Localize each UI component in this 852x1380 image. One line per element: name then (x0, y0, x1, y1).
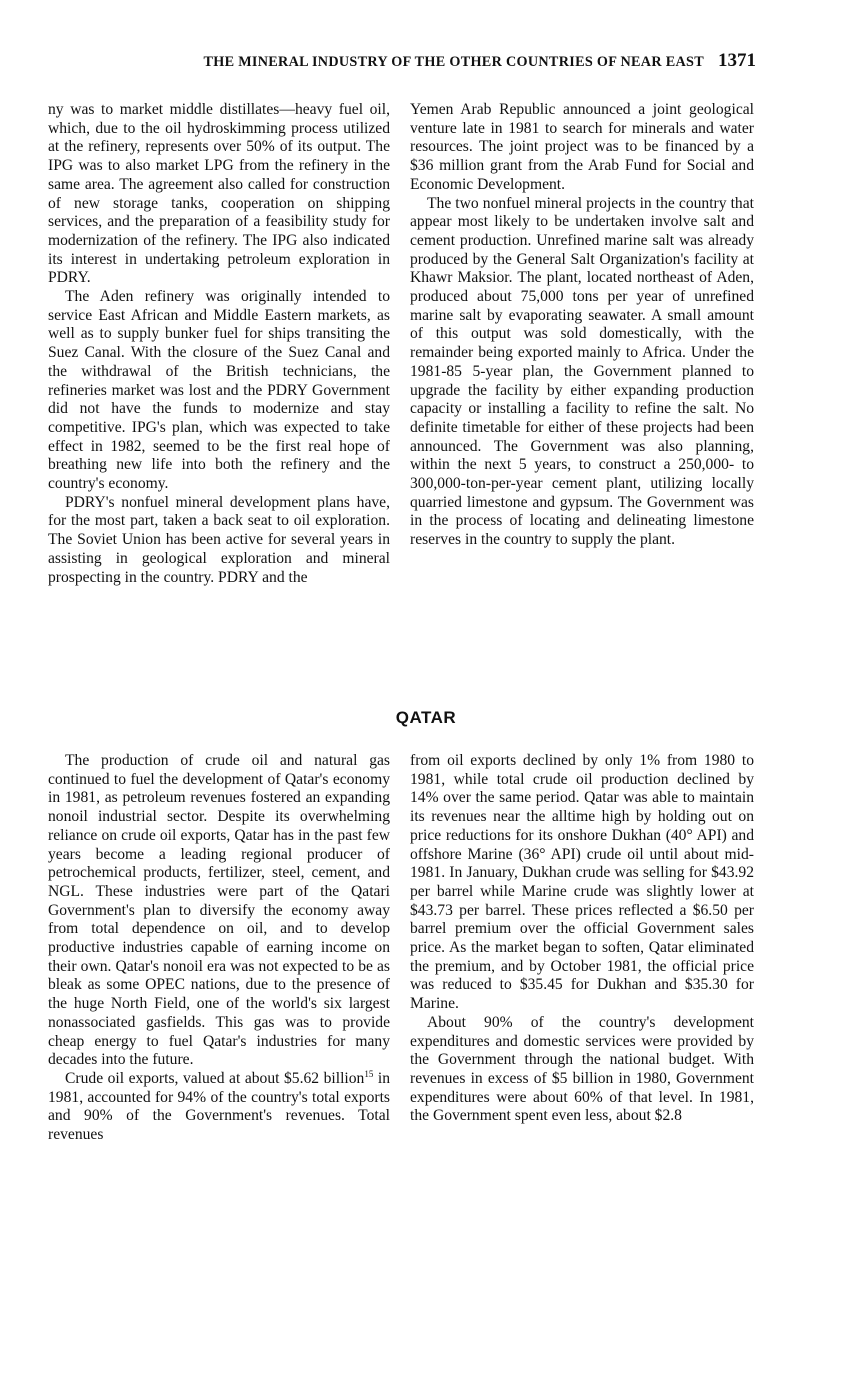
bottom-right-column (410, 752, 754, 1126)
paragraph-text: in 1981, accounted for 94% of the country's total exports and 90% of the Government's revenues. Total revenues (48, 1069, 391, 1144)
page-number: 1371 (718, 50, 756, 71)
paragraph: from oil exports declined by only 1% from 1980 to 1981, while total crude oil production declined by 14% over the same period. Qatar was able to maintain its revenues near the alltime high by holding out on price reductions for its onshore Dukhan (40° API) and offshore Marine (36° API) crude oil until about mid-1981. In January, Dukhan crude was selling for $43.92 per barrel while Marine crude was slightly lower at $43.73 per barrel. These prices reflected a $6.50 per barrel premium over the official Government sales price. As the market began to soften, Qatar eliminated the premium, and by October 1981, the official price was reduced to $35.45 for Dukhan and $35.30 for Marine. (410, 752, 754, 1013)
top-left-column (48, 101, 390, 587)
top-right-column (410, 101, 754, 550)
paragraph: About 90% of the country's development expenditures and domestic services were provided by the Government through the national budget. With revenues in excess of $5 billion in 1980, Government expenditures were about 60% of that level. In 1981, the Government spent even less, about $2.8 (410, 1013, 754, 1125)
running-header (48, 50, 756, 72)
paragraph-text: Crude oil exports, valued at about $5.62 billion (65, 1069, 365, 1087)
paragraph: ny was to market middle distillates—heavy fuel oil, which, due to the oil hydroskimming process utilized at the refinery, represents over 50% of its output. The IPG was to also market LPG from the refinery in the same area. The agreement also called for construction of new storage tanks, cooperation on shipping services, and the preparation of a feasibility study for modernization of the refinery. The IPG also indicated its interest in undertaking petroleum exploration in PDRY. (48, 101, 390, 287)
footnote-marker: 15 (364, 1068, 374, 1079)
bottom-left-column (48, 752, 390, 1145)
header-title: THE MINERAL INDUSTRY OF THE OTHER COUNTRIES OF NEAR EAST (203, 54, 704, 70)
section-heading: QATAR (395, 708, 457, 727)
paragraph: The two nonfuel mineral projects in the country that appear most likely to be undertaken involve salt and cement production. Unrefined marine salt was already produced by the General Salt Organization's facility at Khawr Maksior. The plant, located northeast of Aden, produced about 75,000 tons per year of unrefined marine salt by evaporating seawater. A small amount of this output was sold domestically, with the remainder being exported mainly to Africa. Under the 1981-85 5-year plan, the Government planned to upgrade the facility by either expanding production capacity or installing a facility to refine the salt. No definite timetable for either of these projects had been announced. The Government was also planning, within the next 5 years, to construct a 250,000- to 300,000-ton-per-year cement plant, utilizing locally quarried limestone and gypsum. The Government was in the process of locating and delineating limestone reserves in the country to supply the plant. (410, 194, 754, 549)
paragraph: Yemen Arab Republic announced a joint geological venture late in 1981 to search for minerals and water resources. The joint project was to be financed by a $36 million grant from the Arab Fund for Social and Economic Development. (410, 101, 754, 193)
paragraph: The Aden refinery was originally intended to service East African and Middle Eastern markets, as well as to supply bunker fuel for ships transiting the Suez Canal. With the closure of the Suez Canal and the withdrawal of the British technicians, the refineries market was lost and the PDRY Government did not have the funds to modernize and stay competitive. IPG's plan, which was expected to take effect in 1982, seemed to be the first real hope of breathing new life into both the refinery and the country's economy. (48, 288, 390, 493)
paragraph (48, 1070, 390, 1145)
paragraph: The production of crude oil and natural gas continued to fuel the development of Qatar's economy in 1981, as petroleum revenues fostered an expanding nonoil industrial sector. Despite its overwhelming reliance on crude oil exports, Qatar has in the past few years become a leading regional producer of petrochemical products, fertilizer, steel, cement, and NGL. These industries were part of the Qatari Government's plan to diversify the economy away from total dependence on oil, and to develop productive industries capable of earning income on their own. Qatar's nonoil era was not expected to be as bleak as some OPEC nations, due to the presence of the huge North Field, one of the world's six largest nonassociated gasfields. This gas was to provide cheap energy to fuel Qatar's industries for many decades into the future. (48, 752, 390, 1069)
paragraph: PDRY's nonfuel mineral development plans have, for the most part, taken a back seat to oil exploration. The Soviet Union has been active for several years in assisting in geological exploration and mineral prospecting in the country. PDRY and the (48, 493, 390, 586)
